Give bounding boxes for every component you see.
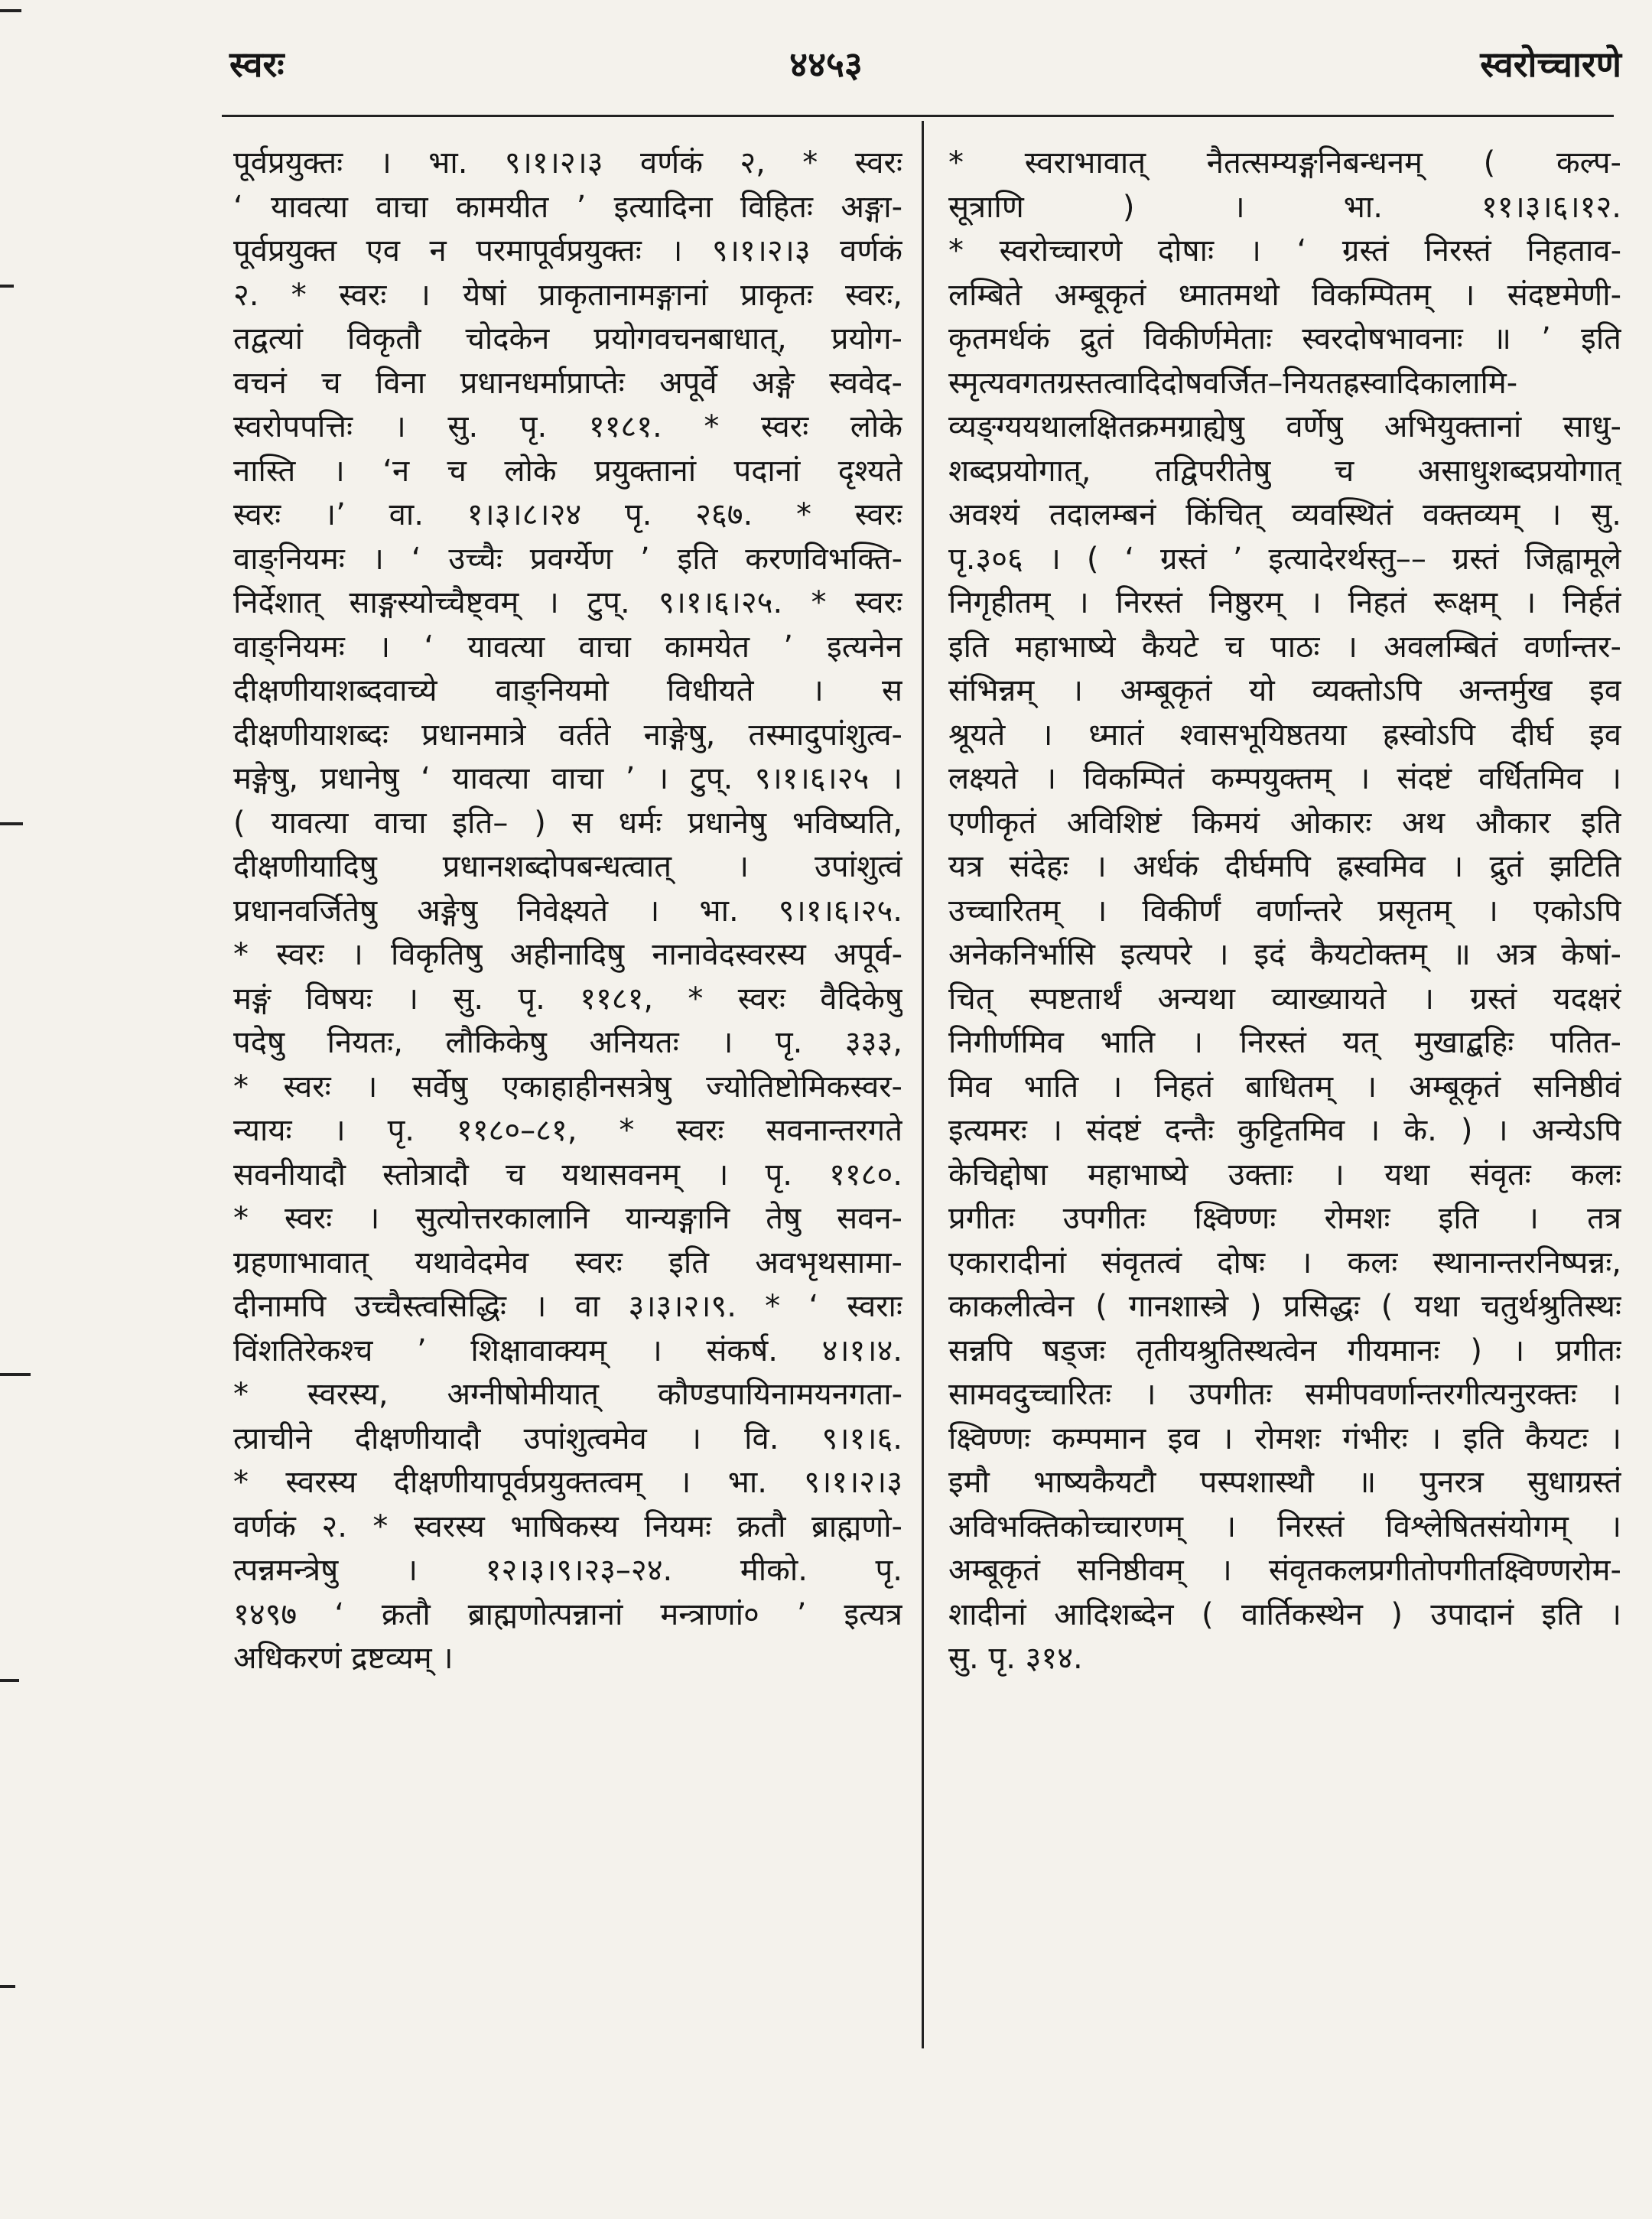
text-line: सन्नपि षड्जः तृतीयश्रुतिस्थत्वेन गीयमानः ) । प्रगीतः (948, 1332, 1621, 1368)
text-line: वाङ्नियमः । ‘ उच्चैः प्रवर्ग्येण ’ इति करणविभक्ति- (233, 541, 902, 577)
text-line: * स्वरस्य दीक्षणीयापूर्वप्रयुक्तत्वम् । भा. ९।१।२।३ (233, 1465, 902, 1500)
text-line: इत्यमरः । संदष्टं दन्तैः कुट्टितमिव । के. ) । अन्येऽपि (948, 1113, 1621, 1148)
text-line: १४९७ ‘ क्रतौ ब्राह्मणोत्पन्नानां मन्त्राणां० ’ इत्यत्र (233, 1596, 902, 1632)
text-line: सामवदुच्चारितः । उपगीतः समीपवर्णान्तरगीत्यनुरक्तः । (948, 1377, 1621, 1412)
text-line: शादीनां आदिशब्देन ( वार्तिकस्थेन ) उपादानं इति । (948, 1596, 1621, 1632)
text-line: व्यङ्ग्ययथालक्षितक्रमग्राह्येषु वर्णेषु अभियुक्तानां साधु- (948, 409, 1621, 444)
text-line: लक्ष्यते । विकम्पितं कम्पयुक्तम् । संदष्टं वर्धितमिव । (948, 761, 1621, 796)
text-line: ( यावत्या वाचा इति– ) स धर्मः प्रधानेषु भविष्यति, (233, 805, 902, 841)
text-line: लम्बिते अम्बूकृतं ध्मातमथो विकम्पितम् । संदष्टमेणी- (948, 277, 1621, 313)
header-rule (222, 115, 1614, 117)
margin-mark (0, 1985, 15, 1988)
text-line: प्रगीतः उपगीतः क्ष्विण्णः रोमशः इति । तत्र (948, 1201, 1621, 1236)
text-line: यत्र संदेहः । अर्धकं दीर्घमपि ह्रस्वमिव । द्रुतं झटिति (948, 849, 1621, 884)
right-column (948, 142, 1621, 1681)
left-column (233, 142, 902, 1681)
text-line: अनेकनिर्भासि इत्यपरे । इदं कैयटोक्तम् ॥ अत्र केषां- (948, 937, 1621, 972)
text-line: चित् स्पष्टतार्थं अन्यथा व्याख्यायते । ग्रस्तं यदक्षरं (948, 981, 1621, 1017)
text-line: दीक्षणीयाशब्दः प्रधानमात्रे वर्तते नाङ्गेषु, तस्मादुपांशुत्व- (233, 717, 902, 753)
margin-mark (0, 285, 14, 288)
text-line: ‘ यावत्या वाचा कामयीत ’ इत्यादिना विहितः अङ्गा- (233, 189, 902, 225)
text-line: * स्वरस्य, अग्नीषोमीयात् कौण्डपायिनामयनगता- (233, 1377, 902, 1412)
text-line: पूर्वप्रयुक्त एव न परमापूर्वप्रयुक्तः । ९।१।२।३ वर्णकं (233, 233, 902, 268)
text-line: अम्बूकृतं सनिष्ठीवम् । संवृतकलप्रगीतोपगीतक्ष्विण्णरोम- (948, 1553, 1621, 1588)
margin-mark (0, 9, 21, 12)
text-line: संभिन्नम् । अम्बूकृतं यो व्यक्तोऽपि अन्तर्मुख इव (948, 673, 1621, 708)
text-line: काकलीत्वेन ( गानशास्त्रे ) प्रसिद्धः ( यथा चतुर्थश्रुतिस्थः (948, 1289, 1621, 1324)
text-line: श्रूयते । ध्मातं श्वासभूयिष्ठतया ह्रस्वोऽपि दीर्घ इव (948, 717, 1621, 753)
text-line: प्रधानवर्जितेषु अङ्गेषु निवेक्ष्यते । भा. ९।१।६।२५. (233, 893, 902, 929)
text-line: * स्वरोच्चारणे दोषाः । ‘ ग्रस्तं निरस्तं निहताव- (948, 233, 1621, 268)
text-line: मङ्गेषु, प्रधानेषु ‘ यावत्या वाचा ’ । टुप्. ९।१।६।२५ । (233, 761, 902, 796)
text-line: सु. पृ. ३१४. (948, 1641, 1083, 1676)
text-line: तद्वत्यां विकृतौ चोदकेन प्रयोगवचनबाधात्, प्रयोग- (233, 321, 902, 356)
text-line: स्मृत्यवगतग्रस्तत्वादिदोषवर्जित–नियतह्रस्वादिकालामि- (948, 365, 1518, 401)
margin-mark (0, 822, 23, 825)
header-right-headword: स्वरोच्चारणे (1480, 44, 1621, 85)
text-line: विंशतिरेकश्च ’ शिक्षावाक्यम् । संकर्ष. ४।१।४. (233, 1332, 902, 1368)
page-number: ४४५३ (789, 44, 863, 85)
text-line: अविभक्तिकोच्चारणम् । निरस्तं विश्लेषितसंयोगम् । (948, 1508, 1621, 1544)
header-left-headword: स्वरः (229, 44, 285, 85)
text-line: त्पन्नमन्त्रेषु । १२।३।९।२३–२४. मीको. पृ. (233, 1553, 902, 1588)
text-line: वचनं च विना प्रधानधर्माप्राप्तेः अपूर्वे अङ्गे स्ववेद- (233, 365, 902, 401)
text-line: स्वरः ।’ वा. १।३।८।२४ पृ. २६७. * स्वरः (233, 497, 902, 532)
text-line: दीक्षणीयादिषु प्रधानशब्दोपबन्धत्वात् । उपांशुत्वं (233, 849, 902, 884)
text-line: निगृहीतम् । निरस्तं निष्ठुरम् । निहतं रूक्षम् । निर्हतं (948, 585, 1621, 620)
text-line: इमौ भाष्यकैयटौ पस्पशास्थौ ॥ पुनरत्र सुधाग्रस्तं (948, 1465, 1621, 1500)
text-line: * स्वरः । सुत्योत्तरकालानि यान्यङ्गानि तेषु सवन- (233, 1201, 902, 1236)
text-line: निर्देशात् साङ्गस्योच्चैष्ट्वम् । टुप्. ९।१।६।२५. * स्वरः (233, 585, 902, 620)
text-line: कृतमर्धकं द्रुतं विकीर्णमेताः स्वरदोषभावनाः ॥ ’ इति (948, 321, 1621, 356)
text-line: २. * स्वरः । येषां प्राकृतानामङ्गानां प्राकृतः स्वरः, (233, 277, 902, 313)
text-line: एकारादीनां संवृतत्वं दोषः । कलः स्थानान्तरनिष्पन्नः, (948, 1245, 1621, 1280)
text-line: त्प्राचीने दीक्षणीयादौ उपांशुत्वमेव । वि. ९।१।६. (233, 1420, 902, 1456)
text-line: वाङ्नियमः । ‘ यावत्या वाचा कामयेत ’ इत्यनेन (233, 629, 902, 665)
text-line: शब्दप्रयोगात्, तद्विपरीतेषु च असाधुशब्दप्रयोगात् (948, 453, 1621, 489)
text-line: एणीकृतं अविशिष्टं किमयं ओकारः अथ औकार इति (948, 805, 1621, 841)
text-line: सवनीयादौ स्तोत्रादौ च यथासवनम् । पृ. ११८०. (233, 1157, 902, 1192)
text-line: अवश्यं तदालम्बनं किंचित् व्यवस्थितं वक्तव्यम् । सु. (948, 497, 1621, 532)
text-line: * स्वरः । सर्वेषु एकाहाहीनसत्रेषु ज्योतिष्टोमिकस्वर- (233, 1069, 902, 1105)
text-line: पृ.३०६ । ( ‘ ग्रस्तं ’ इत्यादेरर्थस्तु–– ग्रस्तं जिह्वामूले (948, 541, 1621, 577)
text-line: दीक्षणीयाशब्दवाच्ये वाङ्नियमो विधीयते । स (233, 673, 902, 708)
text-line: न्यायः । पृ. ११८०–८१, * स्वरः सवनान्तरगते (233, 1113, 902, 1148)
text-line: नास्ति । ‘न च लोके प्रयुक्तानां पदानां दृश्यते (233, 453, 902, 489)
text-line: पदेषु नियतः, लौकिकेषु अनियतः । पृ. ३३३, (233, 1025, 902, 1060)
text-line: * स्वराभावात् नैतत्सम्यङ्गनिबन्धनम् ( कल्प- (948, 145, 1621, 181)
text-line: पूर्वप्रयुक्तः । भा. ९।१।२।३ वर्णकं २, * स्वरः (233, 145, 902, 181)
text-line: वर्णकं २. * स्वरस्य भाषिकस्य नियमः क्रतौ ब्राह्मणो- (233, 1508, 902, 1544)
text-line: केचिद्दोषा महाभाष्ये उक्ताः । यथा संवृतः कलः (948, 1157, 1621, 1192)
text-line: क्ष्विण्णः कम्पमान इव । रोमशः गंभीरः । इति कैयटः । (948, 1420, 1621, 1456)
text-line: स्वरोपपत्तिः । सु. पृ. ११८१. * स्वरः लोके (233, 409, 902, 444)
text-line: अधिकरणं द्रष्टव्यम् । (233, 1641, 454, 1676)
text-line: * स्वरः । विकृतिषु अहीनादिषु नानावेदस्वरस्य अपूर्व- (233, 937, 902, 972)
text-line: इति महाभाष्ये कैयटे च पाठः । अवलम्बितं वर्णान्तर- (948, 629, 1621, 665)
text-line: निगीर्णमिव भाति । निरस्तं यत् मुखाद्बहिः पतित- (948, 1025, 1621, 1060)
text-line: सूत्राणि ) । भा. ११।३।६।१२. (948, 189, 1621, 225)
margin-mark (0, 1679, 19, 1682)
column-divider (922, 121, 924, 2048)
text-line: मिव भाति । निहतं बाधितम् । अम्बूकृतं सनिष्ठीवं (948, 1069, 1621, 1105)
text-line: उच्चारितम् । विकीर्णं वर्णान्तरे प्रसृतम् । एकोऽपि (948, 893, 1621, 929)
text-line: मङ्गं विषयः । सु. पृ. ११८१, * स्वरः वैदिकेषु (233, 981, 902, 1017)
text-line: ग्रहणाभावात् यथावेदमेव स्वरः इति अवभृथसामा- (233, 1245, 902, 1280)
text-line: दीनामपि उच्चैस्त्वसिद्धिः । वा ३।३।२।९. * ‘ स्वराः (233, 1289, 902, 1324)
margin-mark (0, 1373, 31, 1376)
